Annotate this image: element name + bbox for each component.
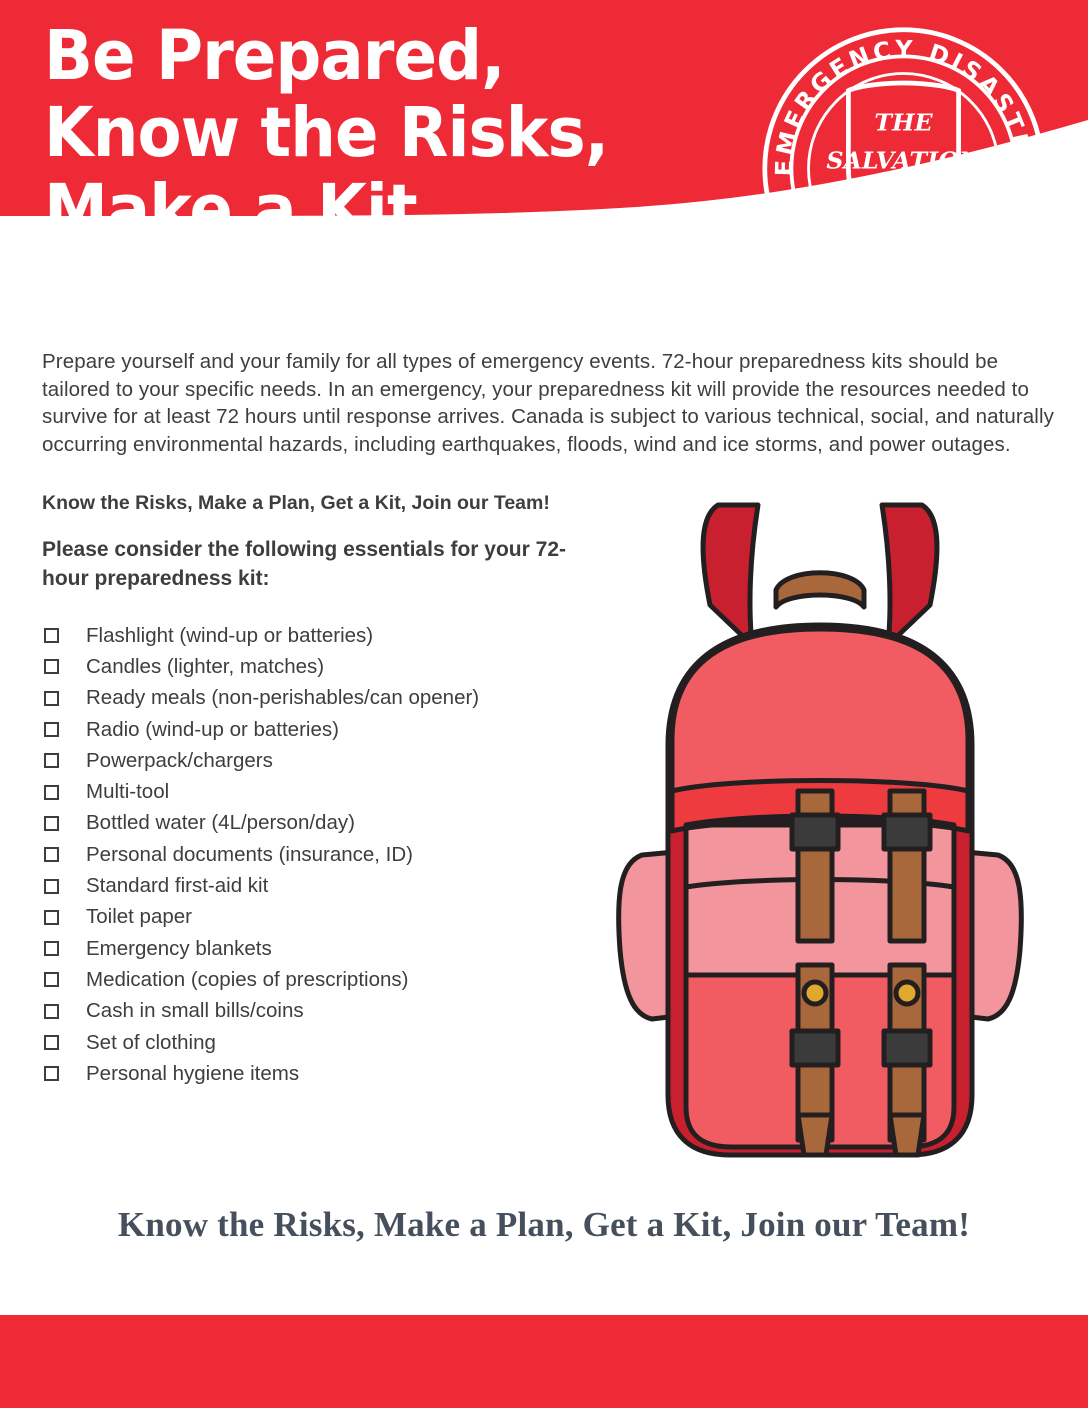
checkbox-icon[interactable]	[44, 972, 59, 987]
buckle-upper-left	[792, 815, 838, 849]
list-item-label: Medication (copies of prescriptions)	[86, 967, 409, 991]
footer-bar	[0, 1315, 1088, 1408]
list-item[interactable]	[42, 964, 622, 995]
shoulder-strap-left	[703, 505, 758, 645]
grab-handle	[776, 573, 864, 607]
list-item-label: Personal hygiene items	[86, 1061, 300, 1085]
checkbox-icon[interactable]	[44, 659, 59, 674]
consider-heading: Please consider the following essentials for your 72-hour preparedness kit:	[42, 538, 566, 590]
list-item-label: Toilet paper	[86, 905, 192, 929]
checkbox-icon[interactable]	[44, 1066, 59, 1081]
list-item[interactable]	[42, 1058, 622, 1089]
list-item-label: Radio (wind-up or batteries)	[86, 717, 339, 741]
rivet-left	[804, 982, 826, 1004]
list-item[interactable]	[42, 776, 622, 807]
intro-paragraph: Prepare yourself and your family for all types of emergency events. 72-hour preparedness kits should be tailored to your specific needs. In an emergency, your preparedness kit will provide the resources needed to survive for at least 72 hours until response arrives. Canada is subject to various technical, social, and naturally occurring environmental hazards, including earthquakes, floods, wind and ice storms, and power outages.	[42, 350, 1054, 456]
shield-line-3: ARMY	[862, 184, 945, 213]
list-item-label: Ready meals (non-perishables/can opener)	[86, 686, 480, 710]
salvation-army-logo-icon	[761, 26, 1046, 311]
shoulder-strap-right	[882, 505, 937, 645]
checkbox-icon[interactable]	[44, 941, 59, 956]
essentials-checklist	[42, 620, 622, 1089]
buckle-lower-left	[792, 1031, 838, 1065]
checkbox-icon[interactable]	[44, 1035, 59, 1050]
page-title	[44, 18, 744, 249]
checkbox-icon[interactable]	[44, 628, 59, 643]
list-item[interactable]	[42, 902, 622, 933]
checkbox-icon[interactable]	[44, 722, 59, 737]
list-item[interactable]	[42, 714, 622, 745]
backpack-illustration	[590, 495, 1050, 1185]
buckle-upper-right	[884, 815, 930, 849]
checkbox-icon[interactable]	[44, 847, 59, 862]
shield-line-2: SALVATION	[826, 146, 981, 175]
list-item[interactable]	[42, 1027, 622, 1058]
buckle-lower-right	[884, 1031, 930, 1065]
checkbox-icon[interactable]	[44, 691, 59, 706]
list-item[interactable]	[42, 839, 622, 870]
strap-tail-right	[890, 1115, 924, 1155]
list-item[interactable]	[42, 683, 622, 714]
list-item-label: Flashlight (wind-up or batteries)	[86, 623, 374, 647]
tagline-bold: Know the Risks, Make a Plan, Get a Kit, Join our Team!	[42, 492, 550, 514]
checkbox-icon[interactable]	[44, 816, 59, 831]
list-item[interactable]	[42, 651, 622, 682]
title-line-1: Be Prepared,	[44, 16, 505, 96]
logo-arc-bottom-text: SERVICES	[824, 222, 983, 278]
rivet-right	[896, 982, 918, 1004]
top-flap	[672, 629, 968, 795]
list-item-label: Personal documents (insurance, ID)	[86, 842, 414, 866]
list-item-label: Multi-tool	[86, 780, 170, 804]
list-item[interactable]	[42, 808, 622, 839]
checkbox-icon[interactable]	[44, 879, 59, 894]
list-item-label: Standard first-aid kit	[86, 874, 269, 898]
list-item-label: Set of clothing	[86, 1030, 216, 1054]
list-item[interactable]	[42, 933, 622, 964]
list-item-label: Bottled water (4L/person/day)	[86, 811, 355, 835]
checkbox-icon[interactable]	[44, 1004, 59, 1019]
list-item[interactable]	[42, 745, 622, 776]
list-item-label: Powerpack/chargers	[86, 748, 273, 772]
list-item[interactable]	[42, 870, 622, 901]
list-item[interactable]	[42, 996, 622, 1027]
title-line-2: Know the Risks,	[44, 93, 609, 173]
shield-line-1: THE	[874, 108, 933, 137]
list-item[interactable]	[42, 620, 622, 651]
checkbox-icon[interactable]	[44, 785, 59, 800]
list-item-label: Emergency blankets	[86, 936, 272, 960]
footer-tagline: Know the Risks, Make a Plan, Get a Kit, Join our Team!	[117, 1205, 971, 1244]
logo-arc-top-text: EMERGENCY DISASTER	[770, 35, 1037, 177]
strap-tail-left	[798, 1115, 832, 1155]
title-line-3: Make a Kit.	[44, 170, 441, 250]
checkbox-icon[interactable]	[44, 910, 59, 925]
list-item-label: Candles (lighter, matches)	[86, 654, 325, 678]
list-item-label: Cash in small bills/coins	[86, 999, 304, 1023]
checkbox-icon[interactable]	[44, 753, 59, 768]
header-banner	[0, 0, 1088, 335]
